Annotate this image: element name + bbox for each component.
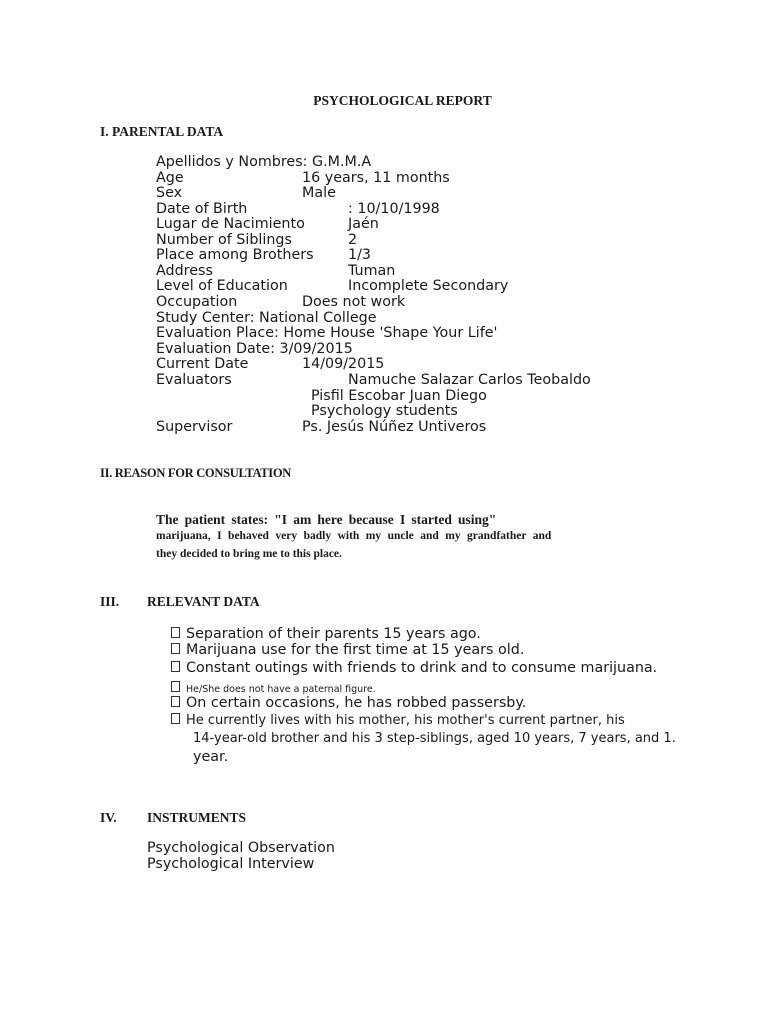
section-3-heading: RELEVANT DATA (147, 594, 260, 609)
field-sex-value: Male (302, 185, 336, 201)
field-age-value: 16 years, 11 months (302, 170, 450, 186)
field-dob-label: Date of Birth (156, 201, 248, 217)
list-item: Constant outings with friends to drink and to consume marijuana. (171, 660, 657, 676)
field-age-label: Age (156, 170, 184, 186)
list-item: He currently lives with his mother, his mother's current partner, his (171, 713, 625, 728)
field-birthplace-value: Jaén (348, 216, 379, 232)
section-2-heading: II. REASON FOR CONSULTATION (100, 466, 292, 480)
field-education-value: Incomplete Secondary (348, 278, 509, 294)
consultation-line-1: The patient states: "I am here because I started using" (156, 512, 497, 527)
field-education-label: Level of Education (156, 278, 288, 294)
list-item: Separation of their parents 15 years ago. (171, 626, 481, 642)
section-3-numeral: III. (100, 594, 120, 609)
section-4-heading: INSTRUMENTS (147, 810, 247, 825)
bullet-box-icon (171, 696, 180, 707)
field-birth-order-label: Place among Brothers (156, 247, 314, 263)
field-dob-value: : 10/10/1998 (348, 201, 440, 217)
field-evaluator-1: Namuche Salazar Carlos Teobaldo (348, 372, 591, 388)
list-item-continuation: 14-year-old brother and his 3 step-siblings, aged 10 years, 7 years, and 1. (193, 731, 676, 746)
instrument-item: Psychological Interview (147, 856, 315, 872)
field-evaluation-date: Evaluation Date: 3/09/2015 (156, 341, 353, 357)
bullet-box-icon (171, 661, 180, 672)
list-item-continuation: year. (193, 749, 229, 765)
field-birthplace-label: Lugar de Nacimiento (156, 216, 305, 232)
section-4-numeral: IV. (100, 810, 117, 825)
section-1-heading: I. PARENTAL DATA (100, 124, 224, 139)
list-item: On certain occasions, he has robbed passersby. (171, 695, 526, 711)
list-item: He/She does not have a paternal figure. (171, 681, 376, 695)
field-evaluator-role: Psychology students (311, 403, 458, 419)
bullet-box-icon (171, 643, 180, 654)
field-siblings-value: 2 (348, 232, 358, 248)
field-name-label: Apellidos y Nombres: G.M.M.A (156, 154, 372, 170)
list-item: Marijuana use for the first time at 15 years old. (171, 642, 524, 658)
field-evaluators-label: Evaluators (156, 372, 232, 388)
field-current-date-label: Current Date (156, 356, 249, 372)
report-title: PSYCHOLOGICAL REPORT (313, 93, 492, 108)
bullet-box-icon (171, 681, 180, 692)
bullet-box-icon (171, 713, 180, 724)
consultation-line-3: they decided to bring me to this place. (156, 548, 342, 560)
field-sex-label: Sex (156, 185, 183, 201)
field-address-value: Tuman (348, 263, 396, 279)
field-supervisor-value: Ps. Jesús Núñez Untiveros (302, 419, 487, 435)
field-study-center: Study Center: National College (156, 310, 377, 326)
consultation-line-2: marijuana, I behaved very badly with my uncle and my grandfather and (156, 530, 552, 542)
field-supervisor-label: Supervisor (156, 419, 233, 435)
field-address-label: Address (156, 263, 213, 279)
field-current-date-value: 14/09/2015 (302, 356, 385, 372)
field-evaluator-2: Pisfil Escobar Juan Diego (311, 388, 487, 404)
instrument-item: Psychological Observation (147, 840, 335, 856)
field-siblings-label: Number of Siblings (156, 232, 292, 248)
bullet-box-icon (171, 627, 180, 638)
field-evaluation-place: Evaluation Place: Home House 'Shape Your Life' (156, 325, 498, 341)
field-birth-order-value: 1/3 (348, 247, 372, 263)
field-occupation-label: Occupation (156, 294, 238, 310)
field-occupation-value: Does not work (302, 294, 406, 310)
